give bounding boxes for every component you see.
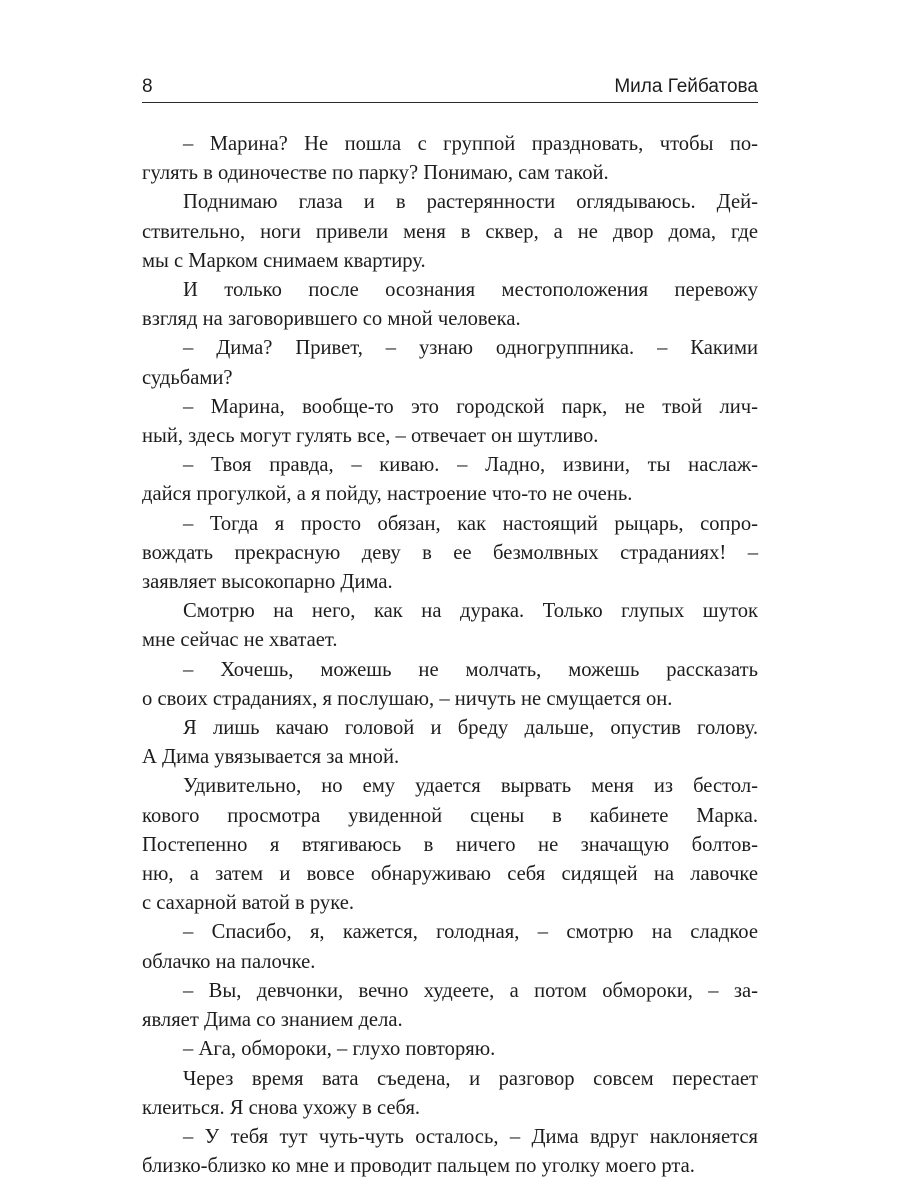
paragraph bbox=[142, 1065, 758, 1123]
book-author: Мила Гейбатова bbox=[614, 76, 758, 97]
text-line: Смотрю на него, как на дурака. Только глупых шуток bbox=[183, 600, 758, 623]
paragraph bbox=[142, 1035, 758, 1064]
text-line: – Хочешь, можешь не молчать, можешь рассказать bbox=[183, 658, 758, 681]
text-line: дайся прогулкой, а я пойду, настроение что-то не очень. bbox=[142, 483, 633, 506]
text-line: – Марина, вообще-то это городской парк, не твой лич- bbox=[183, 395, 758, 418]
text-line: взгляд на заговорившего со мной человека. bbox=[142, 308, 521, 331]
text-line: – Спасибо, я, кажется, голодная, – смотрю на сладкое bbox=[183, 921, 758, 944]
text-line: облачко на палочке. bbox=[142, 950, 316, 973]
running-head bbox=[142, 76, 758, 103]
text-line: – Твоя правда, – киваю. – Ладно, извини, ты наслаж- bbox=[183, 454, 758, 477]
text-line: о своих страданиях, я послушаю, – ничуть не смущается он. bbox=[142, 687, 673, 710]
text-line: – У тебя тут чуть-чуть осталось, – Дима вдруг наклоняется bbox=[183, 1125, 758, 1148]
body-text bbox=[142, 130, 758, 1181]
paragraph bbox=[142, 188, 758, 276]
text-line: гулять в одиночестве по парку? Понимаю, сам такой. bbox=[142, 162, 609, 185]
text-line: А Дима увязывается за мной. bbox=[142, 746, 400, 769]
text-line: И только после осознания местоположения перевожу bbox=[183, 279, 758, 302]
text-line: Через время вата съедена, и разговор совсем перестает bbox=[183, 1067, 758, 1090]
text-line: – Дима? Привет, – узнаю одногруппника. – Какими bbox=[183, 337, 758, 360]
paragraph bbox=[142, 276, 758, 334]
text-line: мне сейчас не хватает. bbox=[142, 629, 338, 652]
text-line: – Марина? Не пошла с группой праздновать, чтобы по- bbox=[183, 133, 758, 155]
paragraph bbox=[142, 130, 758, 188]
paragraph bbox=[142, 393, 758, 451]
page-number: 8 bbox=[142, 76, 153, 97]
text-line: вождать прекрасную деву в ее безмолвных страданиях! – bbox=[142, 541, 758, 564]
text-line: – Тогда я просто обязан, как настоящий рыцарь, сопро- bbox=[183, 512, 758, 535]
text-line: мы с Марком снимаем квартиру. bbox=[142, 249, 426, 272]
paragraph bbox=[142, 510, 758, 598]
text-line: – Вы, девчонки, вечно худеете, а потом обмороки, – за- bbox=[183, 979, 758, 1002]
paragraph bbox=[142, 772, 758, 918]
paragraph bbox=[142, 597, 758, 655]
text-line: ствительно, ноги привели меня в сквер, а не двор дома, где bbox=[142, 220, 758, 243]
paragraph bbox=[142, 451, 758, 509]
text-line: заявляет высокопарно Дима. bbox=[142, 571, 393, 594]
text-line: – Ага, обмороки, – глухо повторяю. bbox=[183, 1038, 496, 1061]
text-line: Удивительно, но ему удается вырвать меня из бестол- bbox=[183, 775, 758, 798]
text-line: Постепенно я втягиваюсь в ничего не значащую болтов- bbox=[142, 833, 758, 856]
text-line: Я лишь качаю головой и бреду дальше, опустив голову. bbox=[183, 717, 758, 740]
text-line: являет Дима со знанием дела. bbox=[142, 1009, 403, 1032]
text-line: близко-близко ко мне и проводит пальцем по уголку моего рта. bbox=[142, 1155, 695, 1178]
paragraph bbox=[142, 977, 758, 1035]
text-line: ню, а затем и вовсе обнаруживаю себя сидящей на лавочке bbox=[142, 863, 758, 886]
text-line: с сахарной ватой в руке. bbox=[142, 892, 355, 915]
paragraph bbox=[142, 656, 758, 714]
text-line: ный, здесь могут гулять все, – отвечает он шутливо. bbox=[142, 425, 599, 448]
paragraph bbox=[142, 334, 758, 392]
text-line: Поднимаю глаза и в растерянности оглядываюсь. Дей- bbox=[183, 191, 758, 214]
paragraph bbox=[142, 1123, 758, 1181]
text-line: кового просмотра увиденной сцены в кабинете Марка. bbox=[142, 804, 758, 827]
text-line: судьбами? bbox=[142, 366, 233, 389]
text-line: клеиться. Я снова ухожу в себя. bbox=[142, 1096, 421, 1119]
paragraph bbox=[142, 918, 758, 976]
paragraph bbox=[142, 714, 758, 772]
